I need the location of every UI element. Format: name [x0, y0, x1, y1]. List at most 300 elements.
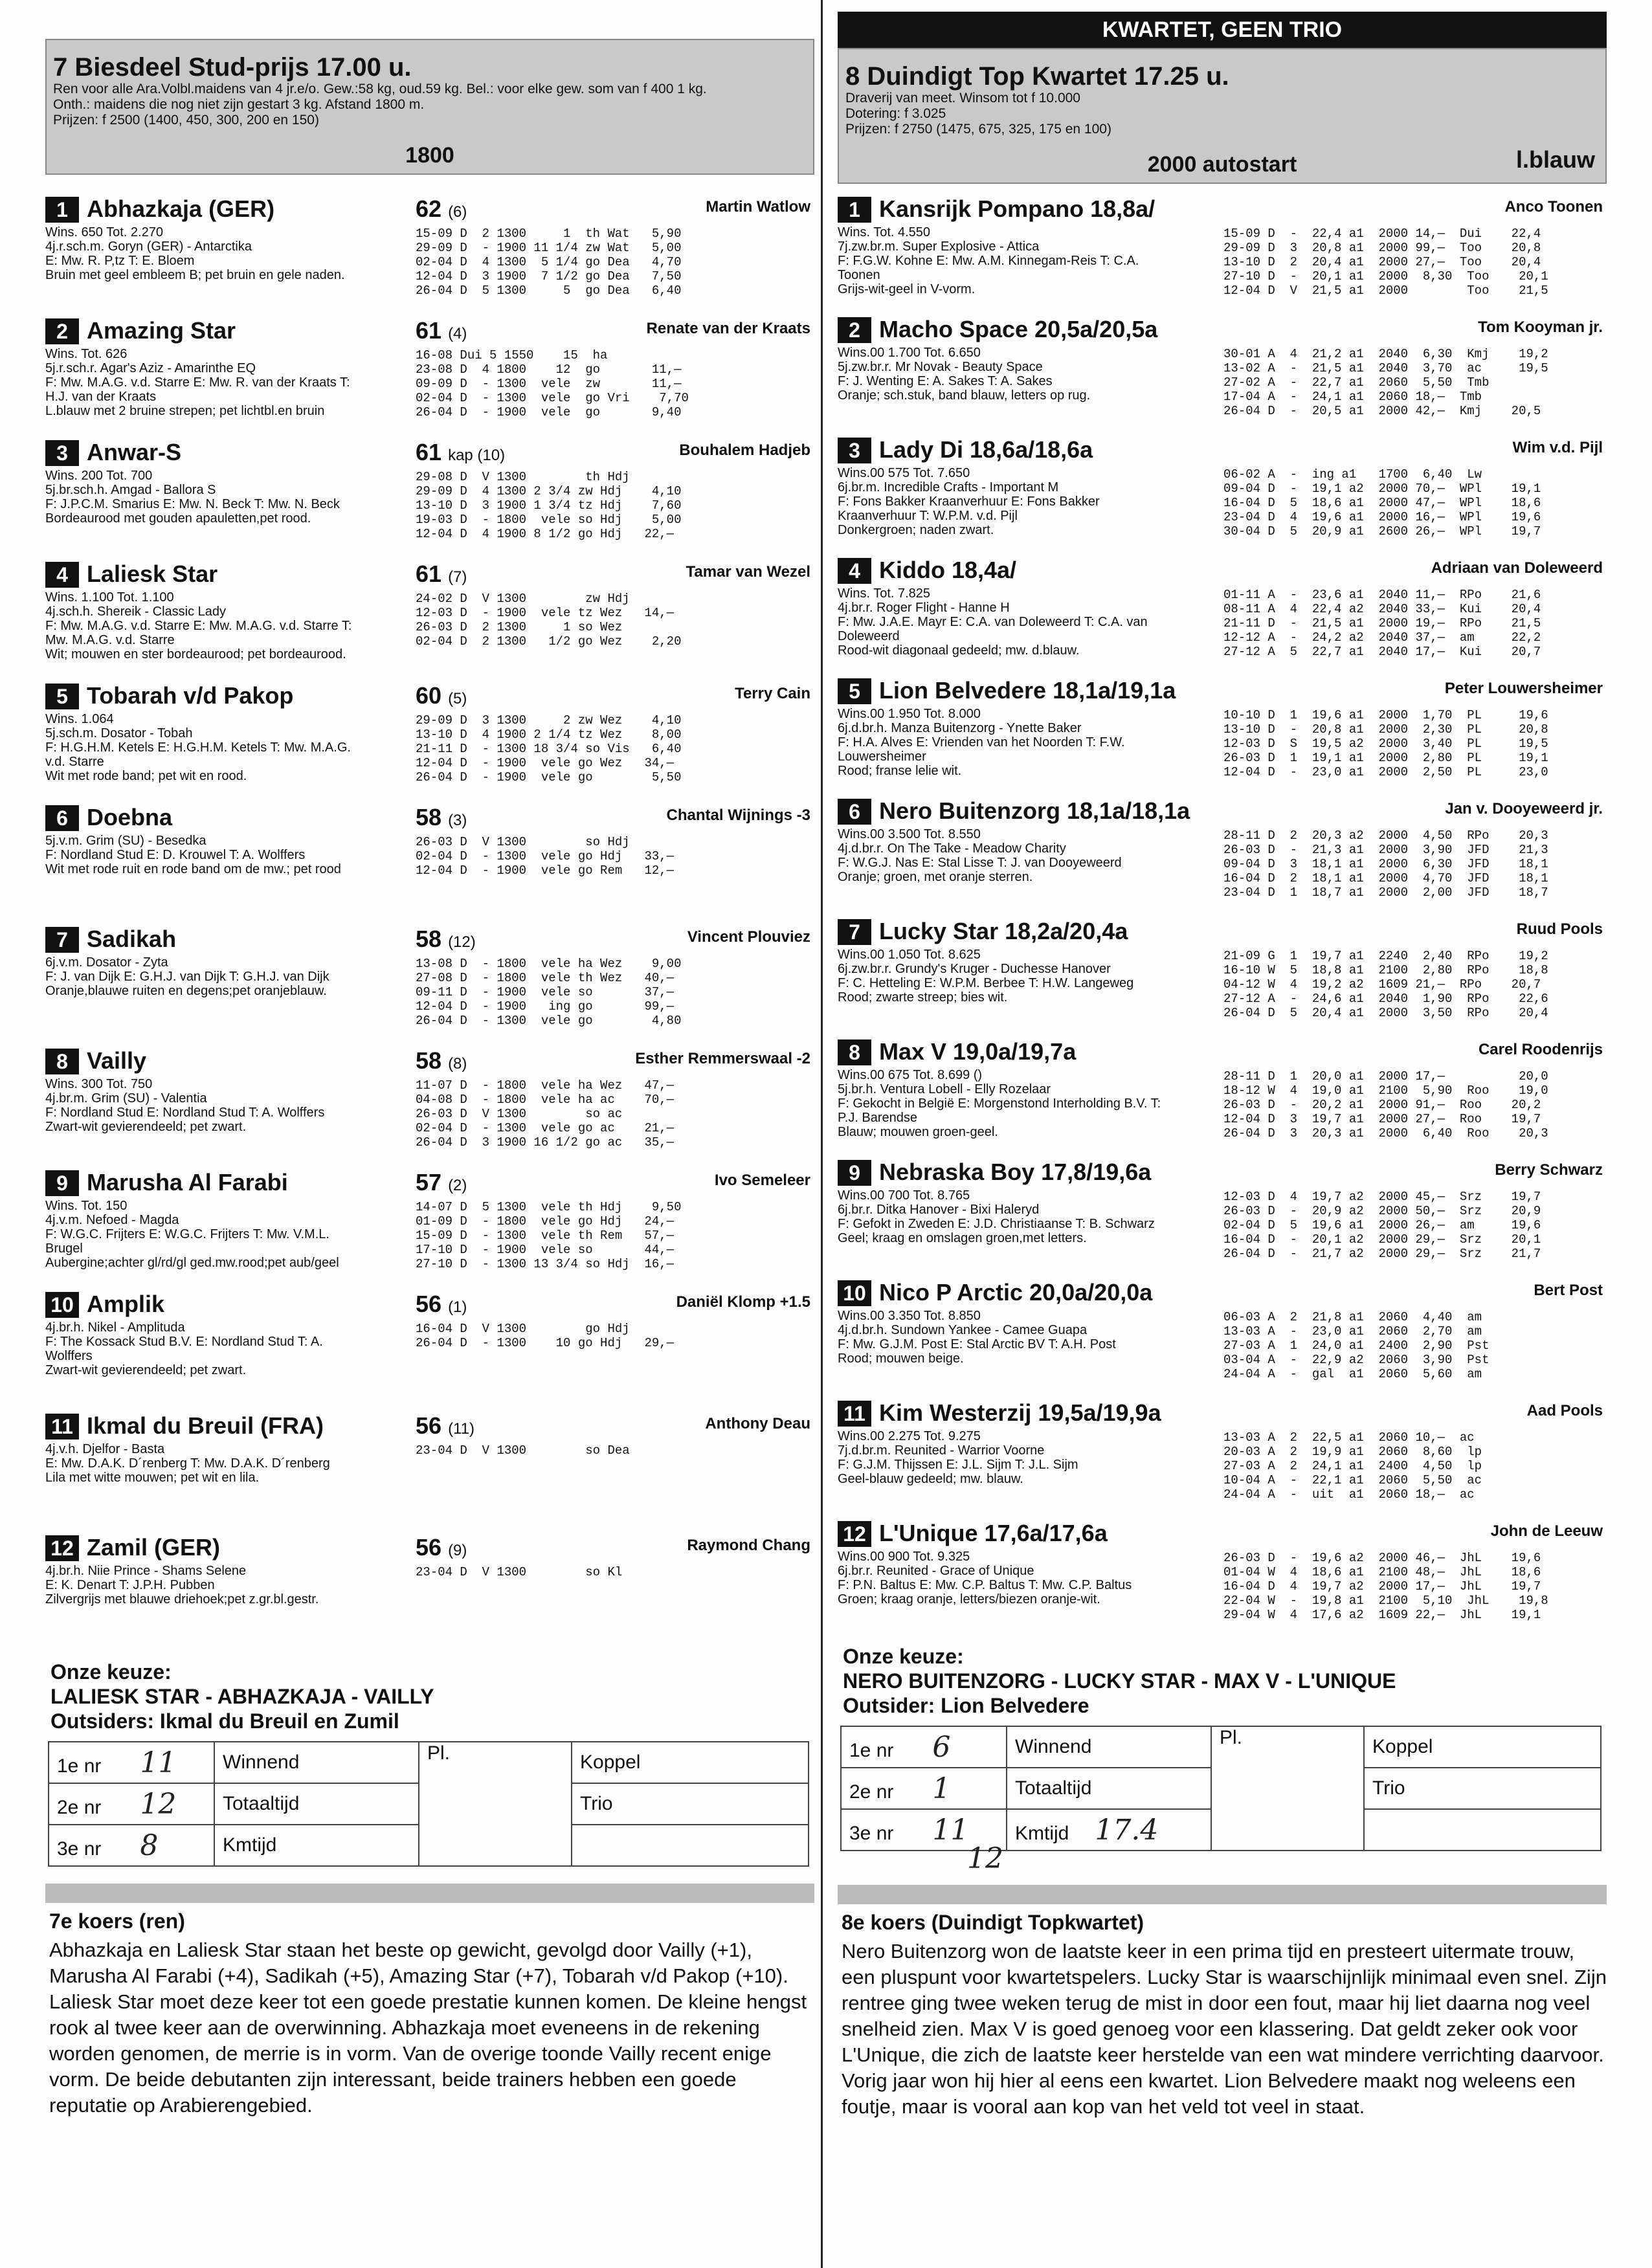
bet-type-label: Totaaltijd: [1015, 1777, 1092, 1799]
our-choice: [838, 1644, 1607, 1718]
start-number: 11: [838, 1401, 871, 1427]
horse-info: [45, 469, 408, 526]
place-cell[interactable]: [49, 1783, 214, 1825]
race-7-column: [45, 12, 814, 2118]
result-line: 23-04 D 1 18,7 a1 2000 2,00 JFD 18,7: [1223, 885, 1548, 900]
horse-info: [838, 586, 1226, 658]
result-line: 23-04 D V 1300 so Dea: [416, 1443, 630, 1458]
combo-cell[interactable]: [572, 1825, 809, 1866]
info-line: 4j.br.r. Roger Flight - Hanne H: [838, 601, 1010, 615]
weight-value: 58: [416, 804, 442, 830]
horse-name: Sadikah: [87, 926, 177, 952]
horse-entry: [45, 558, 814, 680]
choice-label: Onze keuze:: [50, 1660, 172, 1684]
recent-results: [1223, 1430, 1482, 1502]
info-line: Wit met rode ruit en rode band om de mw.; pet rood: [45, 862, 341, 876]
result-line: 26-04 D 3 1900 16 1/2 go ac 35,—: [416, 1135, 675, 1150]
info-line: Kraanverhuur T: W.P.M. v.d. Pijl: [838, 509, 1018, 523]
combo-label: Trio: [1372, 1777, 1405, 1799]
result-line: 27-03 A 1 24,0 a1 2400 2,90 Pst: [1223, 1339, 1490, 1353]
info-line: P.J. Barendse: [838, 1111, 918, 1125]
result-line: 28-11 D 1 20,0 a1 2000 17,— 20,0: [1223, 1069, 1548, 1084]
horse-entry: [838, 1276, 1607, 1397]
combo-cell[interactable]: [572, 1742, 809, 1783]
start-number: 3: [45, 440, 79, 466]
horse-info: [45, 225, 408, 282]
race-8-header: [838, 48, 1607, 184]
race-title: 7 Biesdeel Stud-prijs 17.00 u.: [53, 53, 412, 82]
place-label: 1e nr: [849, 1739, 894, 1761]
race-conditions: Draverij van meet. Winsom tot f 10.000 Dotering: f 3.025 Prijzen: f 2750 (1475, 675, 325, 175 en 100): [845, 91, 1111, 137]
start-number: 4: [838, 558, 871, 584]
info-line: Oranje,blauwe ruiten en degens;pet oranjeblauw.: [45, 984, 327, 998]
info-line: F: H.G.H.M. Ketels E: H.G.H.M. Ketels T: Mw. M.A.G.: [45, 740, 351, 755]
recent-results: [1223, 1190, 1541, 1261]
weight-value: 58: [416, 926, 442, 952]
info-line: Wins. Tot. 7.825: [838, 586, 931, 601]
recent-results: [1223, 588, 1541, 659]
weight-value: 60: [416, 682, 442, 709]
result-line: 26-04 D 5 20,4 a1 2000 3,50 RPo 20,4: [1223, 1006, 1548, 1020]
result-line: 26-03 D - 20,9 a2 2000 50,— Srz 20,9: [1223, 1204, 1541, 1218]
combo-cell[interactable]: [572, 1783, 809, 1825]
result-line: 26-04 D - 21,7 a2 2000 29,— Srz 21,7: [1223, 1247, 1541, 1261]
info-line: F: Mw. G.J.M. Post E: Stal Arctic BV T: A.H. Post: [838, 1337, 1116, 1351]
result-line: 09-09 D - 1300 vele zw 11,—: [416, 377, 682, 391]
driver-name: Chantal Wijnings -3: [666, 806, 810, 824]
info-line: 5j.br.h. Ventura Lobell - Elly Rozelaar: [838, 1082, 1051, 1096]
result-line: 29-09 D 3 20,8 a1 2000 99,— Too 20,8: [1223, 241, 1541, 255]
bet-type-label: Kmtijd: [223, 1834, 277, 1856]
horse-weight: [416, 317, 467, 344]
bet-type-cell[interactable]: [214, 1825, 419, 1866]
result-line: 11-07 D - 1800 vele ha Wez 47,—: [416, 1078, 675, 1093]
driver-name: Bouhalem Hadjeb: [679, 441, 810, 459]
info-line: Grijs-wit-geel in V-vorm.: [838, 282, 976, 296]
horse-info: [45, 1199, 408, 1270]
place-cell[interactable]: [49, 1825, 214, 1866]
info-line: Wins. 300 Tot. 750: [45, 1077, 153, 1091]
place-label: 2e nr: [57, 1796, 102, 1818]
recent-results: [1223, 1551, 1548, 1622]
horse-weight: [416, 439, 505, 466]
info-line: Rood; mouwen beige.: [838, 1351, 964, 1366]
result-line: 26-03 D 2 1300 1 so Wez: [416, 620, 623, 634]
place-label: 3e nr: [57, 1838, 102, 1860]
result-line: 26-04 D - 1300 10 go Hdj 29,—: [416, 1336, 675, 1350]
info-line: Wins. 1.064: [45, 712, 114, 726]
analysis-title: 8e koers (Duindigt Topkwartet): [842, 1911, 1144, 1934]
info-line: 6j.br.m. Incredible Crafts - Important M: [838, 480, 1059, 495]
race-7-header: [45, 39, 814, 175]
horse-info: [45, 712, 408, 783]
driver-name: Carel Roodenrijs: [1478, 1041, 1603, 1058]
horse-name: Kim Westerzij 19,5a/19,9a: [879, 1399, 1161, 1426]
driver-name: Terry Cain: [735, 685, 810, 702]
driver-name: Esther Remmerswaal -2: [635, 1050, 810, 1067]
info-line: 5j.br.sch.h. Amgad - Ballora S: [45, 483, 216, 497]
result-line: 27-12 A 5 22,7 a1 2040 17,— Kui 20,7: [1223, 645, 1541, 659]
info-line: Rood; franse lelie wit.: [838, 764, 962, 778]
bet-type-cell[interactable]: [1007, 1768, 1211, 1809]
info-line: Louwersheimer: [838, 750, 926, 764]
info-line: Bordeaurood met gouden apauletten,pet rood.: [45, 511, 311, 526]
horse-entry: [838, 193, 1607, 313]
recent-results: [416, 1322, 674, 1350]
info-line: Wit; mouwen en ster bordeaurood; pet bordeaurood.: [45, 647, 346, 662]
horse-info: [45, 1320, 408, 1377]
info-line: F: Gefokt in Zweden E: J.D. Christiaanse T: B. Schwarz: [838, 1217, 1155, 1231]
result-line: 12-12 A - 24,2 a2 2040 37,— am 22,2: [1223, 630, 1541, 645]
weight-value: 58: [416, 1047, 442, 1074]
result-line: 02-04 D - 1300 vele go Vri 7,70: [416, 391, 689, 405]
place-label: 1e nr: [57, 1755, 102, 1777]
info-line: Blauw; mouwen groen-geel.: [838, 1125, 998, 1139]
horse-entry: [45, 680, 814, 801]
start-number: 12: [45, 1535, 79, 1561]
horse-weight: [416, 1291, 467, 1318]
horse-entry: [838, 795, 1607, 915]
result-line: 12-04 D 3 1900 7 1/2 go Dea 7,50: [416, 269, 682, 284]
race-analysis: [838, 1911, 1607, 2120]
start-number: 6: [45, 805, 79, 831]
result-line: 02-04 D 5 19,6 a1 2000 26,— am 19,6: [1223, 1218, 1541, 1232]
info-line: 4j.v.h. Djelfor - Basta: [45, 1442, 165, 1456]
race-analysis: [45, 1909, 814, 2118]
bet-type-cell[interactable]: [214, 1742, 419, 1783]
start-number: 9: [45, 1170, 79, 1196]
result-line: 12-03 D 4 19,7 a2 2000 45,— Srz 19,7: [1223, 1190, 1541, 1204]
result-line: 12-04 D 4 1900 8 1/2 go Hdj 22,—: [416, 527, 675, 541]
info-line: Zilvergrijs met blauwe driehoek;pet z.gr.bl.gestr.: [45, 1592, 319, 1606]
driver-name: Ruud Pools: [1516, 920, 1603, 938]
horse-info: [838, 1068, 1226, 1139]
info-line: F: W.G.C. Frijters E: W.G.C. Frijters T: Mw. V.M.L.: [45, 1227, 329, 1241]
horse-name: Nero Buitenzorg 18,1a/18,1a: [879, 797, 1190, 824]
result-line: 09-04 D - 19,1 a2 2000 70,— WPl 19,1: [1223, 482, 1541, 496]
betting-grid: [840, 1726, 1602, 1851]
driver-name: John de Leeuw: [1490, 1522, 1603, 1540]
driver-name: Anthony Deau: [705, 1415, 810, 1432]
weight-value: 61: [416, 561, 442, 587]
place-bet-label: Pl.: [1220, 1727, 1243, 1748]
result-line: 27-10 D - 20,1 a1 2000 8,30 Too 20,1: [1223, 269, 1548, 284]
horse-entry: [45, 1410, 814, 1531]
result-line: 13-08 D - 1800 vele ha Wez 9,00: [416, 957, 682, 971]
recent-results: [1223, 828, 1548, 900]
combo-cell[interactable]: [1364, 1726, 1601, 1768]
result-line: 12-04 D - 1900 ing go 99,—: [416, 999, 675, 1014]
result-line: 10-04 A - 22,1 a1 2060 5,50 ac: [1223, 1473, 1482, 1487]
horse-entry: [45, 1045, 814, 1166]
result-line: 09-11 D - 1900 vele so 37,—: [416, 985, 675, 999]
horse-weight: [416, 926, 476, 953]
info-line: Aubergine;achter gl/rd/gl ged.mw.rood;pet aub/geel: [45, 1256, 339, 1270]
draw-position: (3): [448, 812, 467, 829]
info-line: 4j.r.sch.m. Goryn (GER) - Antarctika: [45, 239, 252, 254]
draw-position: (4): [448, 325, 467, 342]
info-line: 4j.sch.h. Shereik - Classic Lady: [45, 605, 227, 619]
result-line: 06-03 A 2 21,8 a1 2060 4,40 am: [1223, 1310, 1482, 1324]
result-line: 29-08 D V 1300 th Hdj: [416, 470, 630, 484]
driver-name: Martin Watlow: [706, 198, 810, 216]
horse-name: Anwar-S: [87, 439, 182, 465]
result-line: 26-04 D - 1900 vele go 9,40: [416, 405, 682, 419]
result-line: 24-04 A - gal a1 2060 5,60 am: [1223, 1367, 1482, 1381]
info-line: v.d. Starre: [45, 755, 104, 769]
result-line: 13-10 D 3 1900 1 3/4 tz Hdj 7,60: [416, 498, 682, 513]
horse-info: [838, 466, 1226, 537]
place-cell[interactable]: [841, 1768, 1007, 1809]
recent-results: [416, 348, 689, 419]
result-line: 16-10 W 5 18,8 a1 2100 2,80 RPo 18,8: [1223, 963, 1548, 977]
result-line: 16-04 D 4 19,7 a2 2000 17,— JhL 19,7: [1223, 1579, 1541, 1594]
recent-results: [1223, 467, 1541, 539]
result-line: 18-12 W 4 19,0 a1 2100 5,90 Roo 19,0: [1223, 1084, 1548, 1098]
info-line: F: J. Wenting E: A. Sakes T: A. Sakes: [838, 374, 1053, 388]
start-number: 8: [45, 1049, 79, 1074]
place-bet-cell[interactable]: [419, 1742, 572, 1866]
result-line: 26-03 D - 21,3 a1 2000 3,90 JFD 21,3: [1223, 843, 1548, 857]
horse-name: Kansrijk Pompano 18,8a/: [879, 195, 1155, 222]
horse-entry: [838, 554, 1607, 674]
horse-entry: [838, 1397, 1607, 1517]
driver-name: Bert Post: [1534, 1282, 1603, 1299]
start-number: 5: [838, 678, 871, 704]
result-line: 12-04 D - 1900 vele go Rem 12,—: [416, 863, 675, 878]
info-line: Donkergroen; naden zwart.: [838, 523, 994, 537]
draw-position: (7): [448, 568, 467, 586]
info-line: Geel-blauw gedeeld; mw. blauw.: [838, 1472, 1023, 1486]
info-line: 5j.zw.br.r. Mr Novak - Beauty Space: [838, 360, 1043, 374]
info-line: Doleweerd: [838, 629, 900, 643]
handwritten-time: 17.4: [1095, 1813, 1159, 1847]
place-cell[interactable]: [841, 1726, 1007, 1768]
driver-name: Peter Louwersheimer: [1444, 680, 1603, 697]
horse-name: Kiddo 18,4a/: [879, 557, 1017, 583]
weight-value: 56: [416, 1291, 442, 1317]
combo-cell[interactable]: [1364, 1768, 1601, 1809]
horse-name: L'Unique 17,6a/17,6a: [879, 1520, 1108, 1546]
horse-entry: [838, 674, 1607, 795]
result-line: 20-03 A 2 19,9 a1 2060 8,60 lp: [1223, 1445, 1482, 1459]
info-line: 4j.v.m. Nefoed - Magda: [45, 1213, 179, 1227]
result-line: 02-04 D - 1300 vele go ac 21,—: [416, 1121, 675, 1135]
result-line: 24-04 A - uit a1 2060 18,— ac: [1223, 1487, 1475, 1502]
result-line: 17-04 A - 24,1 a1 2060 18,— Tmb: [1223, 390, 1482, 404]
info-line: Wins.00 575 Tot. 7.650: [838, 466, 970, 480]
recent-results: [416, 592, 681, 649]
recent-results: [416, 1200, 681, 1271]
bet-type-cell[interactable]: [214, 1783, 419, 1825]
info-line: Lila met witte mouwen; pet wit en lila.: [45, 1471, 260, 1485]
info-line: Wins. Tot. 626: [45, 347, 128, 361]
weight-value: 57: [416, 1169, 442, 1195]
driver-name: Ivo Semeleer: [714, 1172, 810, 1189]
handwritten-number: 12: [140, 1787, 177, 1821]
start-number: 3: [838, 438, 871, 463]
draw-position: (11): [448, 1420, 474, 1438]
driver-name: Daniël Klomp +1.5: [676, 1293, 810, 1311]
info-line: 6j.v.m. Dosator - Zyta: [45, 955, 168, 970]
horse-entry: [45, 923, 814, 1045]
result-line: 02-04 D 2 1300 1/2 go Wez 2,20: [416, 634, 682, 649]
race-distance: 1800: [405, 143, 454, 168]
weight-value: 61: [416, 317, 442, 344]
result-line: 04-12 W 4 19,2 a2 1609 21,— RPo 20,7: [1223, 977, 1541, 992]
horse-info: [838, 1550, 1226, 1606]
result-line: 26-03 D V 1300 so ac: [416, 1107, 623, 1121]
race-title: 8 Duindigt Top Kwartet 17.25 u.: [845, 62, 1229, 91]
info-line: F: C. Hetteling E: W.P.M. Berbee T: H.W. Langeweg: [838, 976, 1134, 990]
handwritten-number: 1: [932, 1772, 951, 1805]
horse-entry: [838, 434, 1607, 554]
place-label: 3e nr: [849, 1822, 894, 1844]
result-line: 15-09 D 2 1300 1 th Wat 5,90: [416, 227, 682, 241]
result-line: 27-10 D - 1300 13 3/4 so Hdj 16,—: [416, 1257, 675, 1271]
info-line: 6j.zw.br.r. Grundy's Kruger - Duchesse Hanover: [838, 962, 1111, 976]
start-number: 6: [838, 799, 871, 825]
draw-position: (1): [448, 1298, 467, 1316]
driver-name: Berry Schwarz: [1495, 1161, 1603, 1179]
info-line: Rood-wit diagonaal gedeeld; mw. d.blauw.: [838, 643, 1080, 658]
recent-results: [416, 713, 681, 784]
recent-results: [416, 835, 674, 878]
result-line: 21-09 G 1 19,7 a1 2240 2,40 RPo 19,2: [1223, 949, 1548, 963]
recent-results: [1223, 1310, 1489, 1381]
betting-grid: [48, 1741, 809, 1867]
result-line: 12-04 D 3 19,7 a1 2000 27,— Roo 19,7: [1223, 1112, 1541, 1126]
info-line: Wins.00 700 Tot. 8.765: [838, 1188, 970, 1203]
start-number: 10: [838, 1280, 871, 1306]
result-line: 30-01 A 4 21,2 a1 2040 6,30 Kmj 19,2: [1223, 347, 1548, 361]
horse-entry: [45, 1531, 814, 1653]
horse-name: Marusha Al Farabi: [87, 1169, 288, 1195]
horse-name: Amazing Star: [87, 317, 236, 344]
result-line: 12-03 D S 19,5 a2 2000 3,40 PL 19,5: [1223, 737, 1548, 751]
draw-position: (2): [448, 1177, 467, 1194]
horse-weight: [416, 195, 467, 223]
bet-type-label: Winnend: [223, 1751, 300, 1773]
horse-weight: [416, 1047, 467, 1074]
horse-info: [45, 1077, 408, 1134]
start-number: 4: [45, 562, 79, 588]
choice-picks: LALIESK STAR - ABHAZKAJA - VAILLY: [50, 1685, 434, 1708]
result-line: 14-07 D 5 1300 vele th Hdj 9,50: [416, 1200, 682, 1214]
result-line: 03-04 A - 22,9 a2 2060 3,90 Pst: [1223, 1353, 1490, 1367]
driver-name: Vincent Plouviez: [687, 928, 810, 946]
result-line: 12-04 D - 1900 vele go Wez 34,—: [416, 756, 675, 770]
result-line: 26-04 D - 1900 vele go 5,50: [416, 770, 682, 784]
info-line: Wit met rode band; pet wit en rood.: [45, 769, 247, 783]
result-line: 29-04 W 4 17,6 a2 1609 22,— JhL 19,1: [1223, 1608, 1541, 1622]
section-band: [45, 1884, 814, 1903]
info-line: F: Fons Bakker Kraanverhuur E: Fons Bakker: [838, 495, 1100, 509]
weight-value: 62: [416, 195, 442, 222]
draw-position: (6): [448, 203, 467, 221]
driver-name: Tamar van Wezel: [686, 563, 810, 581]
start-number: 7: [45, 927, 79, 953]
info-line: Brugel: [45, 1241, 83, 1256]
driver-name: Jan v. Dooyeweerd jr.: [1445, 800, 1603, 817]
result-line: 16-04 D 5 18,6 a1 2000 47,— WPl 18,6: [1223, 496, 1541, 510]
info-line: Wins.00 675 Tot. 8.699 (): [838, 1068, 983, 1082]
place-bet-cell[interactable]: [1211, 1726, 1364, 1851]
info-line: Rood; zwarte streep; bies wit.: [838, 990, 1008, 1005]
horse-info: [45, 955, 408, 998]
info-line: F: J.P.C.M. Smarius E: Mw. N. Beck T: Mw. N. Beck: [45, 497, 340, 511]
horse-name: Lady Di 18,6a/18,6a: [879, 436, 1093, 463]
result-line: 01-11 A - 23,6 a1 2040 11,— RPo 21,6: [1223, 588, 1541, 602]
race-conditions: Ren voor alle Ara.Volbl.maidens van 4 jr.e/o. Gew.:58 kg, oud.59 kg. Bel.: voor elke gew. som van f 400 1 kg. Onth.: maidens die nog niet zijn gestart 3 kg. Afstand 1800 m. Prijzen: f 2500 (1400, 450, 300, 200 en 150): [53, 82, 707, 128]
horse-name: Ikmal du Breuil (FRA): [87, 1412, 324, 1439]
horse-weight: [416, 1169, 467, 1196]
result-line: 26-04 D 5 1300 5 go Dea 6,40: [416, 284, 682, 298]
horse-weight: [416, 1412, 474, 1440]
place-cell[interactable]: [49, 1742, 214, 1783]
bet-type-cell[interactable]: [1007, 1726, 1211, 1768]
result-line: 26-03 D V 1300 so Hdj: [416, 835, 630, 849]
recent-results: [416, 470, 681, 541]
race-8-column: [838, 12, 1607, 2120]
info-line: 6j.d.br.h. Manza Buitenzorg - Ynette Baker: [838, 721, 1082, 735]
result-line: 23-04 D 4 19,6 a1 2000 16,— WPl 19,6: [1223, 510, 1541, 524]
recent-results: [1223, 1069, 1548, 1140]
info-line: Wins.00 1.700 Tot. 6.650: [838, 346, 981, 360]
result-line: 26-03 D - 19,6 a2 2000 46,— JhL 19,6: [1223, 1551, 1541, 1565]
start-number: 2: [838, 317, 871, 343]
info-line: 6j.br.r. Reunited - Grace of Unique: [838, 1564, 1034, 1578]
info-line: Wins. 1.100 Tot. 1.100: [45, 590, 174, 605]
start-number: 10: [45, 1292, 79, 1318]
result-line: 27-12 A - 24,6 a1 2040 1,90 RPo 22,6: [1223, 992, 1548, 1006]
result-line: 21-11 D - 1300 18 3/4 so Vis 6,40: [416, 742, 682, 756]
horse-entry: [45, 315, 814, 436]
horse-entry: [45, 436, 814, 558]
result-line: 29-09 D 4 1300 2 3/4 zw Hdj 4,10: [416, 484, 682, 498]
result-line: 29-09 D 3 1300 2 zw Wez 4,10: [416, 713, 682, 728]
driver-name: Tom Kooyman jr.: [1478, 318, 1603, 336]
choice-label: Onze keuze:: [843, 1645, 964, 1668]
result-line: 10-10 D 1 19,6 a1 2000 1,70 PL 19,6: [1223, 708, 1548, 722]
info-line: E: Mw. D.A.K. D´renberg T: Mw. D.A.K. D´renberg: [45, 1456, 330, 1471]
info-line: F: Mw. M.A.G. v.d. Starre E: Mw. M.A.G. v.d. Starre T:: [45, 619, 352, 633]
result-line: 21-11 D - 21,5 a1 2000 19,— RPo 21,5: [1223, 616, 1541, 630]
result-line: 12-03 D - 1900 vele tz Wez 14,—: [416, 606, 675, 620]
info-line: Oranje; groen, met oranje sterren.: [838, 870, 1033, 884]
result-line: 13-10 D 4 1900 2 1/4 tz Wez 8,00: [416, 728, 682, 742]
info-line: Wins.00 2.275 Tot. 9.275: [838, 1429, 981, 1443]
choice-picks: NERO BUITENZORG - LUCKY STAR - MAX V - L'UNIQUE: [843, 1669, 1396, 1693]
info-line: Geel; kraag en omslagen groen,met letters.: [838, 1231, 1087, 1245]
driver-name: Wim v.d. Pijl: [1512, 439, 1603, 456]
analysis-title: 7e koers (ren): [49, 1909, 185, 1933]
result-line: 04-08 D - 1800 vele ha ac 70,—: [416, 1093, 675, 1107]
info-line: F: Mw. J.A.E. Mayr E: C.A. van Doleweerd T: C.A. van: [838, 615, 1148, 629]
handwritten-number: 11: [932, 1813, 969, 1847]
horse-name: Doebna: [87, 804, 173, 830]
result-line: 28-11 D 2 20,3 a2 2000 4,50 RPo 20,3: [1223, 828, 1548, 843]
info-line: 4j.br.h. Nikel - Amplituda: [45, 1320, 185, 1335]
info-line: Zwart-wit gevierendeeld; pet zwart.: [45, 1363, 247, 1377]
horse-name: Tobarah v/d Pakop: [87, 682, 294, 709]
horse-weight: [416, 1534, 467, 1561]
horse-name: Abhazkaja (GER): [87, 195, 275, 222]
info-line: E: K. Denart T: J.P.H. Pubben: [45, 1578, 215, 1592]
info-line: Wins.00 1.950 Tot. 8.000: [838, 707, 981, 721]
info-line: Wins. 650 Tot. 2.270: [45, 225, 163, 239]
info-line: Wins. Tot. 150: [45, 1199, 128, 1213]
